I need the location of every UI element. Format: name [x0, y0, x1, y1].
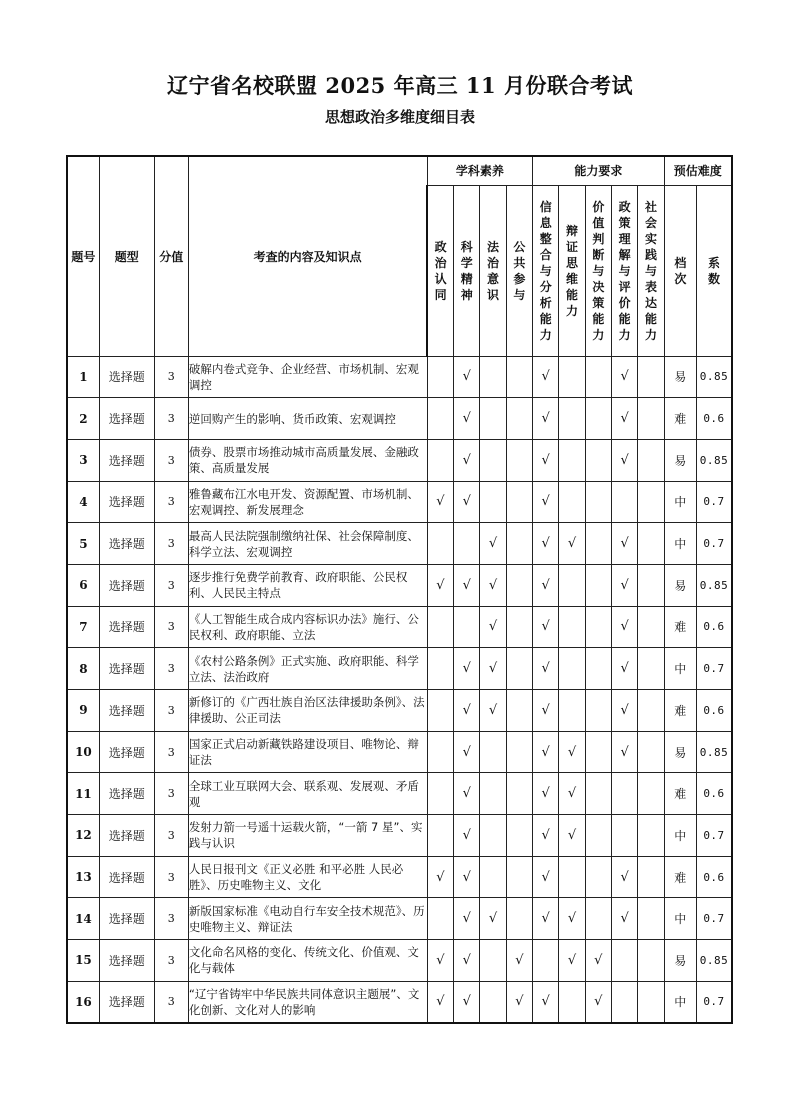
cell-content: 发射力箭一号遥十运载火箭，“一箭 7 星”、实践与认识: [188, 815, 427, 857]
cell-check: [585, 606, 611, 648]
cell-check: [427, 439, 453, 481]
cell-check: √: [480, 648, 506, 690]
cell-check: √: [611, 731, 637, 773]
cell-score: 3: [154, 523, 188, 565]
cell-check: [638, 731, 664, 773]
cell-score: 3: [154, 898, 188, 940]
cell-level: 难: [664, 856, 696, 898]
cell-level: 难: [664, 398, 696, 440]
cell-coef: 0.7: [697, 523, 733, 565]
cell-check: [454, 523, 480, 565]
cell-type: 选择题: [99, 356, 154, 398]
cell-check: [506, 398, 532, 440]
table-row: [67, 523, 732, 565]
table-row: [67, 439, 732, 481]
cell-check: √: [559, 731, 585, 773]
cell-check: √: [454, 481, 480, 523]
cell-content: 破解内卷式竞争、企业经营、市场机制、宏观调控: [188, 356, 427, 398]
cell-score: 3: [154, 690, 188, 732]
cell-check: √: [611, 564, 637, 606]
cell-check: [559, 398, 585, 440]
cell-check: √: [427, 940, 453, 982]
cell-type: 选择题: [99, 439, 154, 481]
cell-check: [585, 564, 611, 606]
cell-check: √: [454, 398, 480, 440]
cell-coef: 0.7: [697, 648, 733, 690]
cell-check: [427, 773, 453, 815]
cell-check: [427, 648, 453, 690]
cell-check: [506, 815, 532, 857]
cell-check: √: [611, 523, 637, 565]
cell-check: √: [533, 356, 559, 398]
cell-num: 13: [67, 856, 99, 898]
cell-content: 逐步推行免费学前教育、政府职能、公民权利、人民民主特点: [188, 564, 427, 606]
cell-content: “辽宁省铸牢中华民族共同体意识主题展”、文化创新、文化对人的影响: [188, 981, 427, 1023]
cell-type: 选择题: [99, 773, 154, 815]
cell-score: 3: [154, 439, 188, 481]
cell-check: [506, 690, 532, 732]
cell-check: √: [506, 940, 532, 982]
cell-check: [638, 398, 664, 440]
cell-check: [611, 940, 637, 982]
cell-check: √: [611, 606, 637, 648]
cell-check: [585, 690, 611, 732]
cell-check: [585, 648, 611, 690]
header-ability-practice: 社会实践与表达能力: [638, 185, 664, 356]
cell-check: [506, 773, 532, 815]
table-row: [67, 356, 732, 398]
cell-check: √: [533, 648, 559, 690]
cell-check: √: [427, 856, 453, 898]
cell-content: 雅鲁藏布江水电开发、资源配置、市场机制、宏观调控、新发展理念: [188, 481, 427, 523]
cell-check: [427, 731, 453, 773]
table-row: [67, 940, 732, 982]
cell-check: [638, 564, 664, 606]
cell-check: [480, 731, 506, 773]
cell-check: √: [533, 815, 559, 857]
table-row: [67, 648, 732, 690]
cell-check: √: [611, 398, 637, 440]
cell-check: √: [454, 898, 480, 940]
cell-type: 选择题: [99, 940, 154, 982]
cell-score: 3: [154, 981, 188, 1023]
table-row: [67, 481, 732, 523]
cell-check: √: [454, 690, 480, 732]
cell-check: [638, 481, 664, 523]
cell-check: [559, 856, 585, 898]
cell-check: √: [559, 523, 585, 565]
header-group-literacy: 学科素养: [427, 156, 532, 185]
cell-type: 选择题: [99, 731, 154, 773]
cell-num: 16: [67, 981, 99, 1023]
header-literacy-political: 政治认同: [427, 185, 453, 356]
header-coef: 系数: [697, 185, 733, 356]
header-ability-dialectic: 辩证思维能力: [559, 185, 585, 356]
cell-check: [506, 731, 532, 773]
cell-check: [638, 773, 664, 815]
cell-check: [506, 856, 532, 898]
cell-check: [480, 439, 506, 481]
cell-num: 6: [67, 564, 99, 606]
cell-num: 3: [67, 439, 99, 481]
cell-coef: 0.6: [697, 690, 733, 732]
cell-check: [638, 940, 664, 982]
cell-check: √: [480, 523, 506, 565]
cell-check: [585, 731, 611, 773]
table-row: [67, 731, 732, 773]
cell-check: [638, 356, 664, 398]
header-ability-value: 价值判断与决策能力: [585, 185, 611, 356]
cell-check: √: [533, 439, 559, 481]
cell-coef: 0.6: [697, 398, 733, 440]
cell-check: √: [454, 981, 480, 1023]
header-content: 考查的内容及知识点: [188, 156, 427, 356]
cell-score: 3: [154, 731, 188, 773]
cell-num: 1: [67, 356, 99, 398]
cell-check: [533, 940, 559, 982]
cell-type: 选择题: [99, 981, 154, 1023]
cell-check: √: [454, 648, 480, 690]
header-group-ability: 能力要求: [533, 156, 665, 185]
cell-check: √: [559, 898, 585, 940]
cell-num: 8: [67, 648, 99, 690]
cell-check: [611, 481, 637, 523]
cell-check: √: [611, 898, 637, 940]
cell-content: 债券、股票市场推动城市高质量发展、金融政策、高质量发展: [188, 439, 427, 481]
cell-check: √: [611, 356, 637, 398]
cell-check: [559, 981, 585, 1023]
cell-check: [480, 981, 506, 1023]
table-row: [67, 815, 732, 857]
cell-coef: 0.85: [697, 439, 733, 481]
cell-check: [480, 398, 506, 440]
cell-check: [427, 606, 453, 648]
table-row: [67, 398, 732, 440]
cell-num: 10: [67, 731, 99, 773]
cell-check: [638, 898, 664, 940]
cell-level: 难: [664, 606, 696, 648]
table-row: [67, 690, 732, 732]
cell-content: 文化命名风格的变化、传统文化、价值观、文化与载体: [188, 940, 427, 982]
cell-check: [559, 481, 585, 523]
cell-num: 9: [67, 690, 99, 732]
cell-check: √: [533, 690, 559, 732]
cell-check: √: [480, 606, 506, 648]
cell-check: √: [533, 523, 559, 565]
cell-type: 选择题: [99, 898, 154, 940]
cell-check: [480, 773, 506, 815]
cell-check: [506, 564, 532, 606]
cell-check: [559, 606, 585, 648]
cell-check: √: [611, 690, 637, 732]
cell-level: 易: [664, 940, 696, 982]
cell-check: √: [480, 564, 506, 606]
cell-check: [638, 439, 664, 481]
cell-check: [638, 856, 664, 898]
cell-level: 易: [664, 356, 696, 398]
cell-check: [480, 940, 506, 982]
page-subtitle: 思想政治多维度细目表: [324, 108, 475, 126]
cell-num: 7: [67, 606, 99, 648]
cell-check: [585, 356, 611, 398]
cell-score: 3: [154, 356, 188, 398]
cell-num: 2: [67, 398, 99, 440]
cell-check: [585, 481, 611, 523]
cell-check: √: [427, 481, 453, 523]
cell-type: 选择题: [99, 481, 154, 523]
cell-check: √: [533, 606, 559, 648]
table-row: [67, 606, 732, 648]
cell-coef: 0.85: [697, 731, 733, 773]
header-type: 题型: [99, 156, 154, 356]
header-literacy-science: 科学精神: [454, 185, 480, 356]
cell-level: 易: [664, 564, 696, 606]
cell-check: [638, 523, 664, 565]
table-row: [67, 981, 732, 1023]
cell-level: 中: [664, 815, 696, 857]
cell-level: 易: [664, 439, 696, 481]
cell-score: 3: [154, 606, 188, 648]
cell-check: [480, 815, 506, 857]
cell-check: √: [559, 815, 585, 857]
cell-check: [638, 648, 664, 690]
header-score: 分值: [154, 156, 188, 356]
cell-check: [559, 356, 585, 398]
cell-check: [427, 815, 453, 857]
cell-type: 选择题: [99, 648, 154, 690]
cell-check: √: [454, 564, 480, 606]
header-level: 档次: [664, 185, 696, 356]
cell-check: √: [506, 981, 532, 1023]
cell-check: [585, 815, 611, 857]
cell-type: 选择题: [99, 606, 154, 648]
cell-score: 3: [154, 940, 188, 982]
cell-check: √: [611, 439, 637, 481]
cell-check: [480, 856, 506, 898]
cell-level: 难: [664, 690, 696, 732]
cell-level: 中: [664, 481, 696, 523]
cell-coef: 0.7: [697, 815, 733, 857]
cell-check: [638, 815, 664, 857]
cell-check: √: [533, 898, 559, 940]
cell-check: √: [533, 856, 559, 898]
cell-check: [454, 606, 480, 648]
cell-check: [585, 398, 611, 440]
cell-check: √: [454, 731, 480, 773]
cell-score: 3: [154, 856, 188, 898]
cell-check: [611, 981, 637, 1023]
cell-level: 难: [664, 773, 696, 815]
cell-content: 国家正式启动新藏铁路建设项目、唯物论、辩证法: [188, 731, 427, 773]
cell-check: √: [559, 773, 585, 815]
cell-score: 3: [154, 815, 188, 857]
cell-level: 中: [664, 981, 696, 1023]
cell-num: 15: [67, 940, 99, 982]
cell-level: 中: [664, 523, 696, 565]
cell-check: [638, 981, 664, 1023]
cell-check: [480, 481, 506, 523]
table-row: [67, 856, 732, 898]
page-title: 辽宁省名校联盟 2025 年高三 11 月份联合考试: [167, 73, 633, 98]
cell-type: 选择题: [99, 523, 154, 565]
cell-check: [506, 523, 532, 565]
cell-content: 逆回购产生的影响、货币政策、宏观调控: [188, 398, 427, 440]
cell-check: [611, 815, 637, 857]
cell-score: 3: [154, 564, 188, 606]
cell-coef: 0.7: [697, 481, 733, 523]
cell-check: [427, 398, 453, 440]
cell-content: 最高人民法院强制缴纳社保、社会保障制度、科学立法、宏观调控: [188, 523, 427, 565]
cell-check: [585, 523, 611, 565]
cell-check: [506, 439, 532, 481]
cell-content: 《农村公路条例》正式实施、政府职能、科学立法、法治政府: [188, 648, 427, 690]
cell-score: 3: [154, 398, 188, 440]
cell-check: √: [533, 564, 559, 606]
cell-check: [585, 856, 611, 898]
cell-check: √: [454, 815, 480, 857]
cell-type: 选择题: [99, 856, 154, 898]
cell-check: √: [533, 398, 559, 440]
cell-check: √: [454, 356, 480, 398]
cell-num: 11: [67, 773, 99, 815]
cell-check: √: [454, 439, 480, 481]
table-row: [67, 898, 732, 940]
cell-level: 易: [664, 731, 696, 773]
cell-type: 选择题: [99, 815, 154, 857]
header-ability-info: 信息整合与分析能力: [533, 185, 559, 356]
cell-check: [559, 690, 585, 732]
cell-num: 5: [67, 523, 99, 565]
cell-check: √: [533, 731, 559, 773]
cell-check: [427, 690, 453, 732]
cell-coef: 0.6: [697, 856, 733, 898]
cell-check: √: [585, 940, 611, 982]
cell-coef: 0.7: [697, 981, 733, 1023]
header-literacy-public: 公共参与: [506, 185, 532, 356]
cell-check: √: [454, 856, 480, 898]
cell-check: [506, 356, 532, 398]
cell-num: 14: [67, 898, 99, 940]
cell-check: √: [611, 856, 637, 898]
cell-check: [427, 898, 453, 940]
cell-check: [585, 439, 611, 481]
cell-coef: 0.85: [697, 940, 733, 982]
cell-check: √: [480, 690, 506, 732]
cell-check: √: [480, 898, 506, 940]
cell-check: √: [533, 773, 559, 815]
cell-check: [559, 648, 585, 690]
cell-content: 人民日报刊文《正义必胜 和平必胜 人民必胜》、历史唯物主义、文化: [188, 856, 427, 898]
cell-type: 选择题: [99, 690, 154, 732]
cell-check: √: [454, 773, 480, 815]
detail-table: [66, 155, 733, 1024]
cell-check: [611, 773, 637, 815]
cell-score: 3: [154, 648, 188, 690]
cell-content: 全球工业互联网大会、联系观、发展观、矛盾观: [188, 773, 427, 815]
cell-coef: 0.85: [697, 564, 733, 606]
cell-num: 12: [67, 815, 99, 857]
cell-content: 新修订的《广西壮族自治区法律援助条例》、法律援助、公正司法: [188, 690, 427, 732]
cell-check: √: [611, 648, 637, 690]
cell-check: [427, 356, 453, 398]
cell-level: 中: [664, 648, 696, 690]
cell-coef: 0.85: [697, 356, 733, 398]
cell-check: [506, 648, 532, 690]
header-num: 题号: [67, 156, 99, 356]
cell-check: [585, 773, 611, 815]
cell-check: [585, 898, 611, 940]
table-row: [67, 773, 732, 815]
cell-content: 《人工智能生成合成内容标识办法》施行、公民权利、政府职能、立法: [188, 606, 427, 648]
cell-coef: 0.7: [697, 898, 733, 940]
cell-level: 中: [664, 898, 696, 940]
table-row: [67, 564, 732, 606]
cell-type: 选择题: [99, 398, 154, 440]
cell-coef: 0.6: [697, 773, 733, 815]
cell-check: [638, 606, 664, 648]
header-ability-policy: 政策理解与评价能力: [611, 185, 637, 356]
cell-score: 3: [154, 773, 188, 815]
cell-check: [506, 481, 532, 523]
cell-check: √: [559, 940, 585, 982]
cell-check: [559, 564, 585, 606]
cell-check: [506, 606, 532, 648]
cell-check: [559, 439, 585, 481]
cell-check: √: [533, 481, 559, 523]
cell-num: 4: [67, 481, 99, 523]
cell-check: [506, 898, 532, 940]
cell-check: [638, 690, 664, 732]
cell-check: [480, 356, 506, 398]
cell-type: 选择题: [99, 564, 154, 606]
cell-content: 新版国家标准《电动自行车安全技术规范》、历史唯物主义、辩证法: [188, 898, 427, 940]
header-group-difficulty: 预估难度: [664, 156, 732, 185]
cell-check: √: [427, 564, 453, 606]
cell-score: 3: [154, 481, 188, 523]
cell-check: √: [533, 981, 559, 1023]
cell-check: √: [585, 981, 611, 1023]
cell-check: [427, 523, 453, 565]
cell-check: √: [454, 940, 480, 982]
cell-coef: 0.6: [697, 606, 733, 648]
cell-check: √: [427, 981, 453, 1023]
header-literacy-law: 法治意识: [480, 185, 506, 356]
